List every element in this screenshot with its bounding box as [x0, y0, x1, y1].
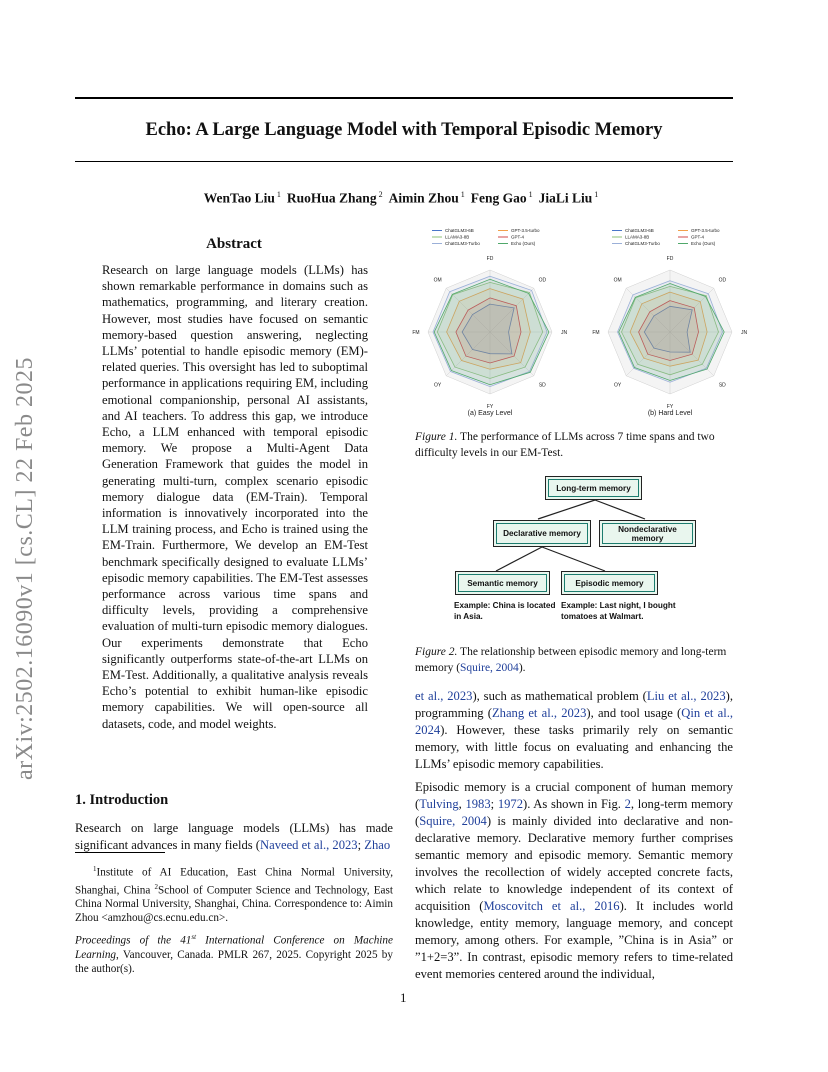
radar-subcaption: (b) Hard Level — [647, 410, 693, 417]
radar-axis-label: FD — [486, 256, 494, 262]
citation-link[interactable]: Squire, 2004 — [419, 814, 487, 828]
legend-entry: LLAMA3-8B — [625, 234, 650, 240]
radar-axis-label: JN — [560, 330, 568, 336]
radar-axis-label: OD — [718, 277, 727, 284]
body-text: ), programming ( — [415, 689, 733, 720]
citation-link[interactable]: Liu et al., 2023 — [646, 689, 726, 703]
figure-2-caption: Figure 2. The relationship between episodic memory and long-term memory (Squire, 2004). — [415, 646, 727, 674]
abstract-heading: Abstract — [206, 236, 262, 252]
citation-link[interactable]: Moscovitch et al., 2016 — [483, 899, 620, 913]
citation-link[interactable]: Zhao — [364, 838, 391, 852]
radar-axis-label: OY — [614, 382, 622, 389]
legend-entry: ChatGLM3-Turbo — [625, 241, 660, 246]
episodic-example: Example: Last night, I bought tomatoes at Walmart. — [561, 601, 676, 621]
box-declarative-memory: Declarative memory — [493, 520, 591, 547]
box-nondeclarative-memory: Nondeclarative memory — [599, 520, 696, 547]
body-text: ). It includes world knowledge, entity memory, language memory, and concept memory, among others. For example, ”China is in Asia” or ”1+2=3”. In contrast, episodic memory refers to time-related event memories centered around the individual, — [415, 899, 733, 981]
box-episodic-memory: Episodic memory — [561, 571, 658, 595]
citation-link[interactable]: et al., 2023 — [415, 689, 473, 703]
legend-entry: ChatGLM3-Turbo — [445, 241, 480, 246]
radar-axis-label: OM — [433, 277, 442, 284]
citation-link[interactable]: 1972 — [497, 797, 523, 811]
legend-entry: GPT-4 — [511, 234, 525, 240]
figure-1 — [400, 225, 748, 425]
citation-link[interactable]: 1983 — [465, 797, 491, 811]
body-text: , long-term memory ( — [415, 797, 733, 828]
footnote-rule — [75, 852, 165, 853]
author-name: JiaLi Liu — [538, 190, 593, 206]
abstract-text: Research on large language models (LLMs) has shown remarkable performance in domains such as mathematics, programming, and literary creation. However, most studies have focused on semantic memory-based question answering, neglecting LLMs’ potential to handle episodic memory (EM)-related queries. This oversight has led to suboptimal performance in applications requiring EM, including emotional companionship, personal AI assistants, and AI teachers. To address this gap, we introduce Echo, a LLM enhanced with temporal episodic memory. We propose a Multi-Agent Data Generation Framework that guides the model in generating multi-turn, complex scenario episodic memory dialogue data (EM-Train). Temporal information is innovatively incorporated into the LLM training process, and Echo is trained using the EM-Train. Furthermore, We develop an EM-Test benchmark specifically designed to evaluate LLMs’ episodic memory capabilities. The EM-Test assesses performance across various time spans and difficulty levels, providing a comprehensive evaluation of multi-turn episodic memory dialogues. Our experiments demonstrate that Echo significantly outperforms state-of-the-art LLMs on EM-Test. Additionally, a qualitative analysis reveals Echo’s potential to exhibit human-like episodic memory capabilities. We will open-source all datasets, code, and model weights. — [102, 263, 368, 731]
author-name: WenTao Liu — [203, 190, 275, 206]
author-name: RuoHua Zhang — [286, 190, 377, 206]
author-name: Feng Gao — [470, 190, 527, 206]
right-column-paragraph-2 — [415, 779, 733, 983]
figure-2 — [440, 475, 740, 625]
legend-entry: LLAMA3-8B — [445, 234, 470, 240]
box-long-term-memory: Long-term memory — [545, 476, 642, 500]
legend-entry: Echo (Ours) — [511, 241, 536, 246]
section-heading-introduction: 1. Introduction — [75, 792, 169, 808]
legend-entry: GPT-3.5-turbo — [511, 228, 540, 233]
title-top-rule — [75, 97, 733, 99]
arxiv-identifier: arXiv:2502.16090v1 [cs.CL] 22 Feb 2025 — [12, 357, 38, 780]
body-text: ). As shown in Fig. — [523, 797, 625, 811]
radar-axis-label: OD — [538, 277, 547, 284]
radar-axis-label: FM — [412, 330, 420, 336]
radar-subcaption: (a) Easy Level — [467, 410, 513, 417]
radar-axis-label: FY — [486, 404, 494, 410]
body-text: ), and tool usage ( — [586, 706, 682, 720]
proceedings-footnote: Proceedings of the 41st International Conference on Machine Learning, Vancouver, Canada. PMLR 267, 2025. Copyright 2025 by the author(s). — [75, 933, 393, 975]
radar-axis-label: FD — [666, 256, 674, 262]
intro-paragraph: Research on large language models (LLMs) has made significant advances in many fields (Naveed et al., 2023; Zhao — [75, 821, 393, 852]
author-list — [75, 190, 733, 207]
radar-axis-label: FY — [666, 404, 674, 410]
citation-link[interactable]: Naveed et al., 2023 — [260, 838, 358, 852]
radar-axis-label: JN — [740, 330, 748, 336]
right-column-paragraph-1 — [415, 688, 733, 773]
affiliation-footnote: $^1$Institute of AI Education, East China Normal University, Shanghai, China $^2$School of Computer Science and Technology, East China Normal University, Shanghai, China. Correspondence to: Aimin Zhou <amzhou@cs.ecnu.edu.cn>. — [75, 865, 393, 925]
author-name: Aimin Zhou — [388, 190, 459, 206]
body-text: Episodic memory is a crucial component of human memory ( — [415, 780, 733, 811]
radar-axis-label: FM — [592, 330, 600, 336]
figure-1-caption: Figure 1. The performance of LLMs across 7 time spans and two difficulty levels in our EM-Test. — [415, 431, 715, 459]
legend-entry: GPT-4 — [691, 234, 705, 240]
author-affiliation-mark: 1 — [594, 190, 599, 199]
radar-axis-label: SD — [538, 382, 546, 389]
radar-axis-label: OM — [613, 277, 622, 284]
box-semantic-memory: Semantic memory — [455, 571, 550, 595]
citation-link[interactable]: 2 — [624, 797, 631, 811]
body-text: ), such as mathematical problem ( — [472, 689, 647, 703]
body-text: , — [458, 797, 466, 811]
legend-entry: GPT-3.5-turbo — [691, 228, 720, 233]
body-text: ; — [490, 797, 498, 811]
citation-link[interactable]: Squire, 2004 — [460, 661, 519, 674]
citation-link[interactable]: Tulving — [419, 797, 459, 811]
title-bottom-rule — [75, 161, 733, 162]
author-affiliation-mark: 1 — [528, 190, 533, 199]
body-text: ) is mainly divided into declarative and non-declarative memory. Declarative memory further comprises semantic memory and episodic memory. Semantic memory involves the recollection of widely accepted concrete facts, which relate to knowledge independent of its context of acquisition ( — [415, 814, 733, 913]
body-text: ). However, these tasks primarily rely on semantic memory, with little focus on evaluating and enhancing the LLMs’ episodic memory capabilities. — [415, 723, 733, 771]
author-affiliation-mark: 1 — [460, 190, 465, 199]
legend-entry: ChatGLM3-6B — [445, 228, 474, 233]
semantic-example: Example: China is located in Asia. — [454, 601, 556, 621]
radar-axis-label: OY — [434, 382, 442, 389]
radar-axis-label: SD — [718, 382, 726, 389]
author-affiliation-mark: 2 — [378, 190, 383, 199]
author-affiliation-mark: 1 — [276, 190, 281, 199]
paper-title: Echo: A Large Language Model with Temporal Episodic Memory — [145, 120, 663, 140]
page-number: 1 — [400, 990, 407, 1005]
radar-charts — [400, 225, 748, 425]
legend-entry: ChatGLM3-6B — [625, 228, 654, 233]
citation-link[interactable]: Qin et al., 2024 — [415, 706, 733, 737]
citation-link[interactable]: Zhang et al., 2023 — [491, 706, 587, 720]
legend-entry: Echo (Ours) — [691, 241, 716, 246]
